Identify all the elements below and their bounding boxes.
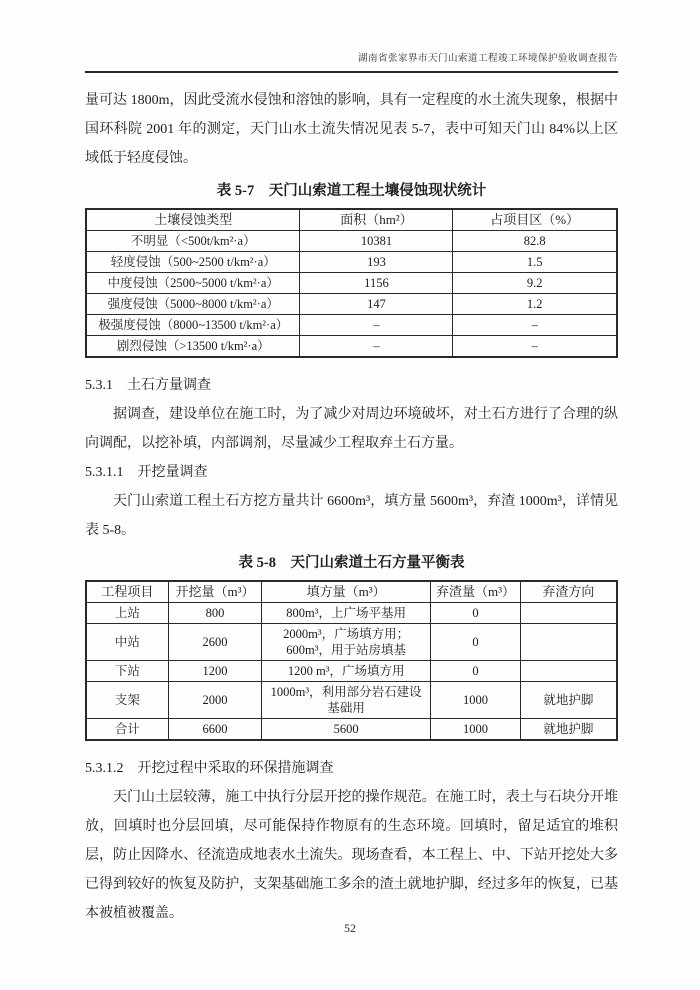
section-title: 土石方量调查: [127, 378, 211, 393]
table-cell: –: [453, 315, 617, 336]
section-5-3-1-1-paragraph: 天门山索道工程土石方挖方量共计 6600m³，填方量 5600m³，弃渣 1000m³，详情见表 5-8。: [85, 494, 618, 538]
table-cell: 193: [300, 252, 453, 273]
table-cell: 9.2: [453, 273, 617, 294]
col-header-erosion-type: 土壤侵蚀类型: [86, 209, 300, 231]
table-cell: 极强度侵蚀（8000~13500 t/km²·a）: [86, 315, 300, 336]
table-row: [86, 273, 617, 294]
table-cell: 不明显（<500t/km²·a）: [86, 231, 300, 252]
table-cell: 合计: [86, 719, 168, 741]
table-cell: 1.2: [453, 294, 617, 315]
table-cell: 1156: [300, 273, 453, 294]
col-header-excavation: 开挖量（m³）: [168, 581, 261, 603]
section-heading-5-3-1-1: [85, 458, 618, 487]
section-5-3-1-2-paragraph: 天门山土层较薄，施工中执行分层开挖的操作规范。在施工时，表土与石块分开堆放，回填时也分层回填，尽可能保持作物原有的生态环境。回填时，留足适宜的堆积层，防止因降水、径流造成地表水土流失。现场查看，本工程上、中、下站开挖处大多已得到较好的恢复及防护，支架基础施工多余的渣土就地护脚，经过多年的恢复，已基本被植被覆盖。: [85, 790, 618, 921]
col-header-area: 面积（hm²）: [300, 209, 453, 231]
running-header: [85, 50, 618, 73]
table-cell: 就地护脚: [520, 719, 617, 741]
earthwork-balance-table: [85, 580, 618, 741]
col-header-spoil: 弃渣量（m³）: [431, 581, 521, 603]
table-cell: 6600: [168, 719, 261, 741]
table-cell: 1200 m³，广场填方用: [262, 661, 431, 682]
table-cell: 82.8: [453, 231, 617, 252]
soil-erosion-table: [85, 208, 618, 358]
table-cell: 1000m³，利用部分岩石建设基础用: [262, 682, 431, 719]
table-cell: 就地护脚: [520, 682, 617, 719]
intro-paragraph: 量可达 1800m，因此受流水侵蚀和溶蚀的影响，具有一定程度的水土流失现象，根据中国环科院 2001 年的测定，天门山水土流失情况见表 5-7，表中可知天门山 84%以上区域低于轻度侵蚀。: [85, 93, 618, 166]
table-cell: 147: [300, 294, 453, 315]
table-cell: 下站: [86, 661, 168, 682]
table-row: [86, 682, 617, 719]
table-cell: 800m³，上广场平基用: [262, 603, 431, 624]
table-header-row: [86, 209, 617, 231]
section-heading-5-3-1-2: [85, 754, 618, 783]
table-row: [86, 624, 617, 661]
table-cell: 1200: [168, 661, 261, 682]
table-cell: –: [300, 315, 453, 336]
table-cell: 800: [168, 603, 261, 624]
section-5-3-1-paragraph: 据调查，建设单位在施工时，为了减少对周边环境破坏，对土石方进行了合理的纵向调配，以挖补填，内部调剂，尽量减少工程取弃土石方量。: [85, 407, 618, 451]
table-cell: 1.5: [453, 252, 617, 273]
table-cell: 0: [431, 603, 521, 624]
col-header-project-item: 工程项目: [86, 581, 168, 603]
table-row: [86, 719, 617, 741]
table-row: [86, 336, 617, 358]
table-cell: [520, 661, 617, 682]
table-cell: 10381: [300, 231, 453, 252]
table-row: [86, 661, 617, 682]
page-number: 52: [344, 921, 356, 935]
table-5-8-caption: 表 5-8 天门山索道土石方量平衡表: [238, 555, 465, 571]
table-row: [86, 252, 617, 273]
section-number: 5.3.1: [85, 378, 113, 393]
table-cell: 轻度侵蚀（500~2500 t/km²·a）: [86, 252, 300, 273]
col-header-share: 占项目区（%）: [453, 209, 617, 231]
table-cell: –: [453, 336, 617, 358]
table-row: [86, 231, 617, 252]
running-header-title: 湖南省张家界市天门山索道工程竣工环境保护验收调查报告: [357, 54, 618, 64]
table-cell: 中站: [86, 624, 168, 661]
table-cell: 2000m³，广场填方用；600m³，用于站房填基: [262, 624, 431, 661]
section-title: 开挖量调查: [137, 465, 208, 480]
col-header-fill: 填方量（m³）: [262, 581, 431, 603]
table-cell: 1000: [431, 682, 521, 719]
table-cell: [520, 624, 617, 661]
table-cell: –: [300, 336, 453, 358]
table-cell: 强度侵蚀（5000~8000 t/km²·a）: [86, 294, 300, 315]
section-heading-5-3-1: [85, 371, 618, 400]
table-cell: 2600: [168, 624, 261, 661]
table-cell: 剧烈侵蚀（>13500 t/km²·a）: [86, 336, 300, 358]
table-cell: 中度侵蚀（2500~5000 t/km²·a）: [86, 273, 300, 294]
table-cell: 上站: [86, 603, 168, 624]
table-cell: 1000: [431, 719, 521, 741]
table-cell: 2000: [168, 682, 261, 719]
table-5-7-caption: 表 5-7 天门山索道工程土壤侵蚀现状统计: [216, 183, 487, 199]
table-row: [86, 294, 617, 315]
section-number: 5.3.1.2: [85, 761, 124, 776]
table-cell: 0: [431, 661, 521, 682]
table-cell: 5600: [262, 719, 431, 741]
section-title: 开挖过程中采取的环保措施调查: [137, 761, 334, 776]
table-header-row: [86, 581, 617, 603]
table-row: [86, 603, 617, 624]
table-cell: 支架: [86, 682, 168, 719]
section-number: 5.3.1.1: [85, 465, 124, 480]
table-cell: 0: [431, 624, 521, 661]
table-row: [86, 315, 617, 336]
table-cell: [520, 603, 617, 624]
col-header-spoil-direction: 弃渣方向: [520, 581, 617, 603]
